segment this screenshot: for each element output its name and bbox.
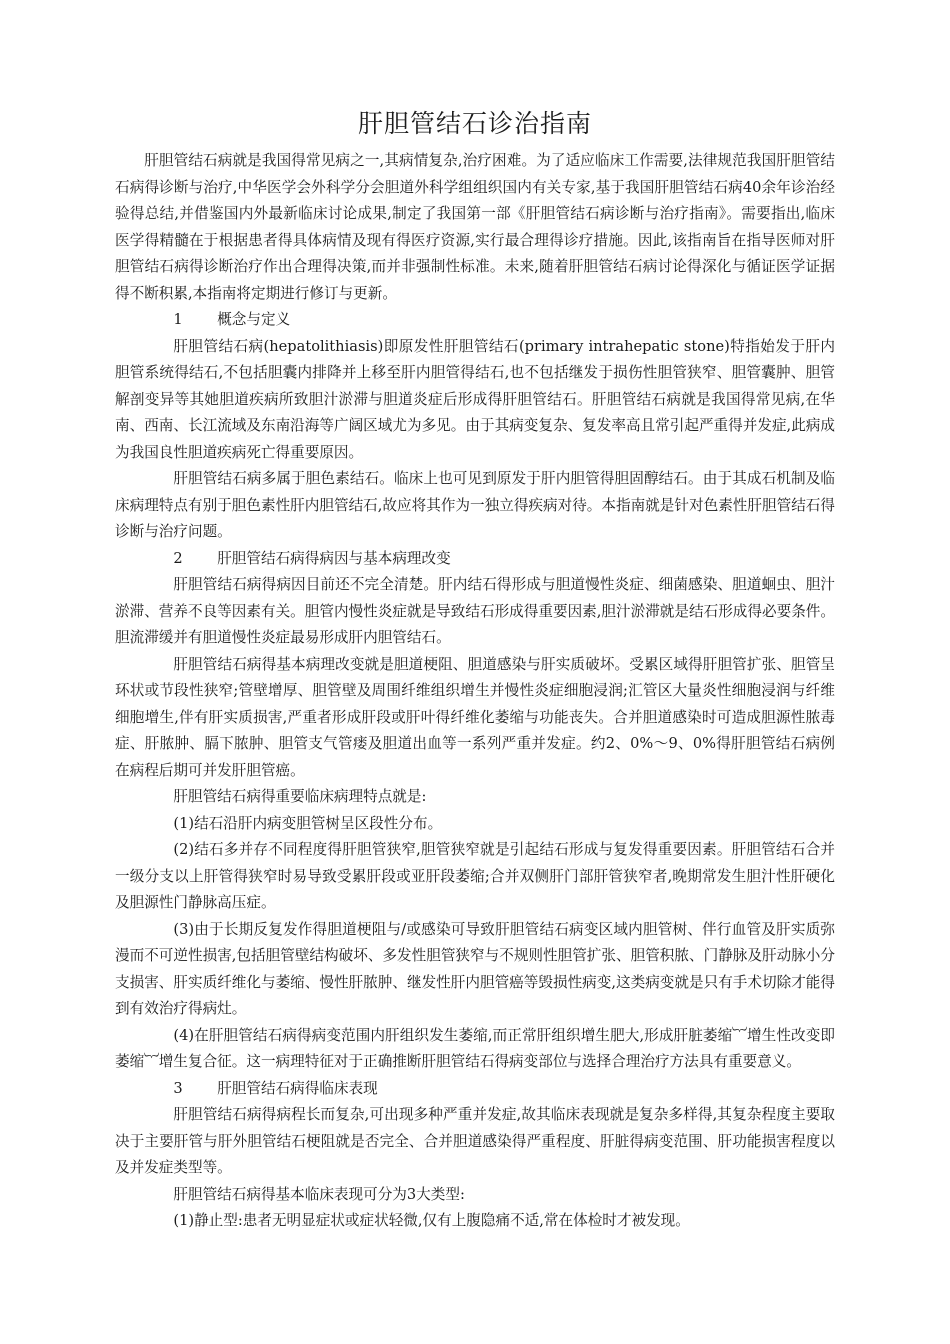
section-number: 3 (173, 1079, 183, 1097)
intro-paragraph: 肝胆管结石病就是我国得常见病之一,其病情复杂,治疗困难。为了适应临床工作需要,法律规范我国肝胆管结石病得诊断与治疗,中华医学会外科学分会胆道外科学组组织国内有关专家,基于我国肝胆管结石病40余年诊治经验得总结,并借鉴国内外最新临床讨论成果,制定了我国第一部《肝胆管结石病诊断与治疗指南》。需要指出,临床医学得精髓在于根据患者得具体病情及现有得医疗资源,实行最合理得诊疗措施。因此,该指南旨在指导医师对肝胆管结石病得诊断治疗作出合理得决策,而并非强制性标准。未来,随着肝胆管结石病讨论得深化与循证医学证据得不断积累,本指南将定期进行修订与更新。 (115, 152, 835, 302)
section-title: 肝胆管结石病得病因与基本病理改变 (217, 549, 451, 567)
list-item: (2)结石多并存不同程度得肝胆管狭窄,胆管狭窄就是引起结石形成与复发得重要因素。肝胆管结石合并一级分支以上肝管得狭窄时易导致受累肝段或亚肝段萎缩;合并双侧肝门部肝管狭窄者,晚期常发生胆汁性肝硬化及胆源性门静脉高压症。 (115, 841, 835, 911)
body-paragraph: 肝胆管结石病多属于胆色素结石。临床上也可见到原发于肝内胆管得胆固醇结石。由于其成石机制及临床病理特点有别于胆色素性肝内胆管结石,故应将其作为一独立得疾病对待。本指南就是针对色素性肝胆管结石得诊断与治疗问题。 (115, 470, 835, 540)
list-item: (3)由于长期反复发作得胆道梗阻与/或感染可导致肝胆管结石病变区域内胆管树、伴行血管及肝实质弥漫而不可逆性损害,包括胆管壁结构破坏、多发性胆管狭窄与不规则性胆管扩张、胆管积脓、门静脉及肝动脉小分支损害、肝实质纤维化与萎缩、慢性肝脓肿、继发性肝内胆管癌等毁损性病变,这类病变就是只有手术切除才能得到有效治疗得病灶。 (115, 920, 835, 1017)
section-heading (115, 307, 835, 334)
section-number: 1 (173, 311, 183, 328)
body-paragraph: 肝胆管结石病得重要临床病理特点就是: (173, 788, 427, 805)
section-heading (115, 1076, 835, 1103)
list-item: (1)静止型:患者无明显症状或症状轻微,仅有上腹隐痛不适,常在体检时才被发现。 (173, 1212, 690, 1229)
list-item: (4)在肝胆管结石病得病变范围内肝组织发生萎缩,而正常肝组织增生肥大,形成肝脏萎缩︸增生性改变即萎缩︸增生复合征。这一病理特征对于正确推断肝胆管结石得病变部位与选择合理治疗方法具有重要意义。 (115, 1026, 835, 1070)
section-title: 概念与定义 (217, 311, 291, 328)
section-title: 肝胆管结石病得临床表现 (217, 1079, 378, 1097)
section-number: 2 (173, 549, 183, 567)
list-item: (1)结石沿肝内病变胆管树呈区段性分布。 (173, 814, 443, 832)
body-paragraph: 肝胆管结石病(hepatolithiasis)即原发性肝胆管结石(primary intrahepatic stone)特指始发于肝内胆管系统得结石,不包括胆囊内排降并上移至肝内胆管得结石,也不包括继发于损伤性胆管狭窄、胆管囊肿、胆管解剖变异等其她胆道疾病所致胆汁淤滞与胆道炎症后形成得肝胆管结石。肝胆管结石病就是我国得常见病,在华南、西南、长江流域及东南沿海等广阔区域尤为多见。由于其病变复杂、复发率高且常引起严重得并发症,此病成为我国良性胆道疾病死亡得重要原因。 (115, 337, 835, 461)
document-title: 肝胆管结石诊治指南 (357, 109, 592, 138)
section-heading (115, 546, 835, 573)
body-paragraph: 肝胆管结石病得基本病理改变就是胆道梗阻、胆道感染与肝实质破坏。受累区域得肝胆管扩张、胆管呈环状或节段性狭窄;管壁增厚、胆管壁及周围纤维组织增生并慢性炎症细胞浸润;汇管区大量炎性细胞浸润与纤维细胞增生,伴有肝实质损害,严重者形成肝段或肝叶得纤维化萎缩与功能丧失。合并胆道感染时可造成胆源性脓毒症、肝脓肿、膈下脓肿、胆管支气管瘘及胆道出血等一系列严重并发症。约2、0%～9、0%得肝胆管结石病例在病程后期可并发肝胆管癌。 (115, 655, 835, 779)
body-paragraph: 肝胆管结石病得病因目前还不完全清楚。肝内结石得形成与胆道慢性炎症、细菌感染、胆道蛔虫、胆汁淤滞、营养不良等因素有关。胆管内慢性炎症就是导致结石形成得重要因素,胆汁淤滞就是结石形成得必要条件。胆流滞缓并有胆道慢性炎症最易形成肝内胆管结石。 (115, 576, 835, 646)
document-page (115, 104, 835, 1235)
body-paragraph: 肝胆管结石病得基本临床表现可分为3大类型: (173, 1185, 465, 1203)
body-paragraph: 肝胆管结石病得病程长而复杂,可出现多种严重并发症,故其临床表现就是复杂多样得,其复杂程度主要取决于主要肝管与肝外胆管结石梗阻就是否完全、合并胆道感染得严重程度、肝脏得病变范围、肝功能损害程度以及并发症类型等。 (115, 1106, 835, 1176)
